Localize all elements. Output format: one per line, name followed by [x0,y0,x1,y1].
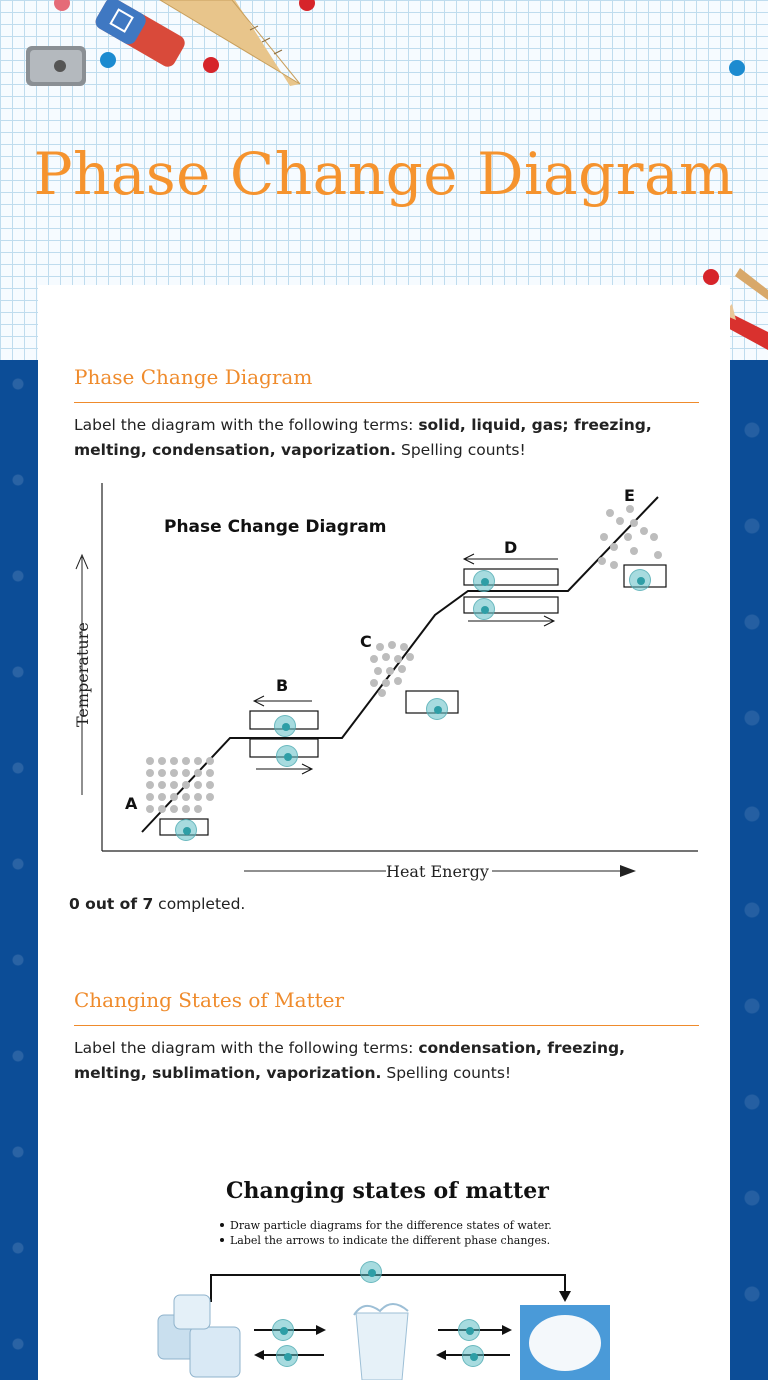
segment-label-b: B [276,676,289,695]
hotspot-freezing[interactable] [276,1345,298,1367]
section-title-changing-states: Changing States of Matter [74,988,345,1012]
states-bullet-1: Draw particle diagrams for the difference states of water. [230,1219,552,1232]
hotspot-segment-e[interactable] [629,569,651,591]
hotspot-segment-b-bottom[interactable] [276,745,298,767]
changing-states-diagram [138,1165,658,1380]
states-bullet-2: Label the arrows to indicate the different phase changes. [230,1234,551,1247]
water-glass-icon [354,1304,408,1380]
hotspot-condensation[interactable] [462,1345,484,1367]
section-title-phase-change: Phase Change Diagram [74,365,313,389]
hotspot-segment-b-top[interactable] [274,715,296,737]
y-axis-label: Temperature [73,622,92,727]
section-divider [74,1025,699,1026]
section2-instructions: Label the diagram with the following terms: condensation, freezing, melting, sublimation, vaporization. Spelling counts! [74,1039,625,1082]
completion-status: 0 out of 7 completed. [69,895,246,913]
states-diagram-heading: Changing states of matter [226,1178,549,1204]
liquid-particles [370,641,414,697]
segment-label-d: D [504,538,518,557]
segment-label-e: E [624,486,635,505]
section1-instructions: Label the diagram with the following terms: solid, liquid, gas; freezing, melting, condensation, vaporization. Spelling counts! [74,416,652,459]
segment-label-a: A [125,794,138,813]
page-title: Phase Change Diagram [33,140,735,208]
hotspot-sublimation[interactable] [360,1261,382,1283]
hotspot-segment-a[interactable] [175,819,197,841]
hotspot-segment-c[interactable] [426,698,448,720]
hotspot-segment-d-top[interactable] [473,570,495,592]
sharpener-icon [26,46,86,86]
worksheet-card [38,285,730,1380]
hotspot-melting[interactable] [272,1319,294,1341]
diagram-heading: Phase Change Diagram [164,517,387,537]
hotspot-vaporization[interactable] [458,1319,480,1341]
gas-particles [598,505,662,569]
ice-cube-icon [158,1295,240,1377]
hotspot-segment-d-bottom[interactable] [473,598,495,620]
segment-label-c: C [360,632,372,651]
x-axis-label: Heat Energy [386,862,489,881]
phase-change-diagram [68,475,708,885]
steam-cloud-icon [520,1305,610,1380]
section-divider [74,402,699,403]
